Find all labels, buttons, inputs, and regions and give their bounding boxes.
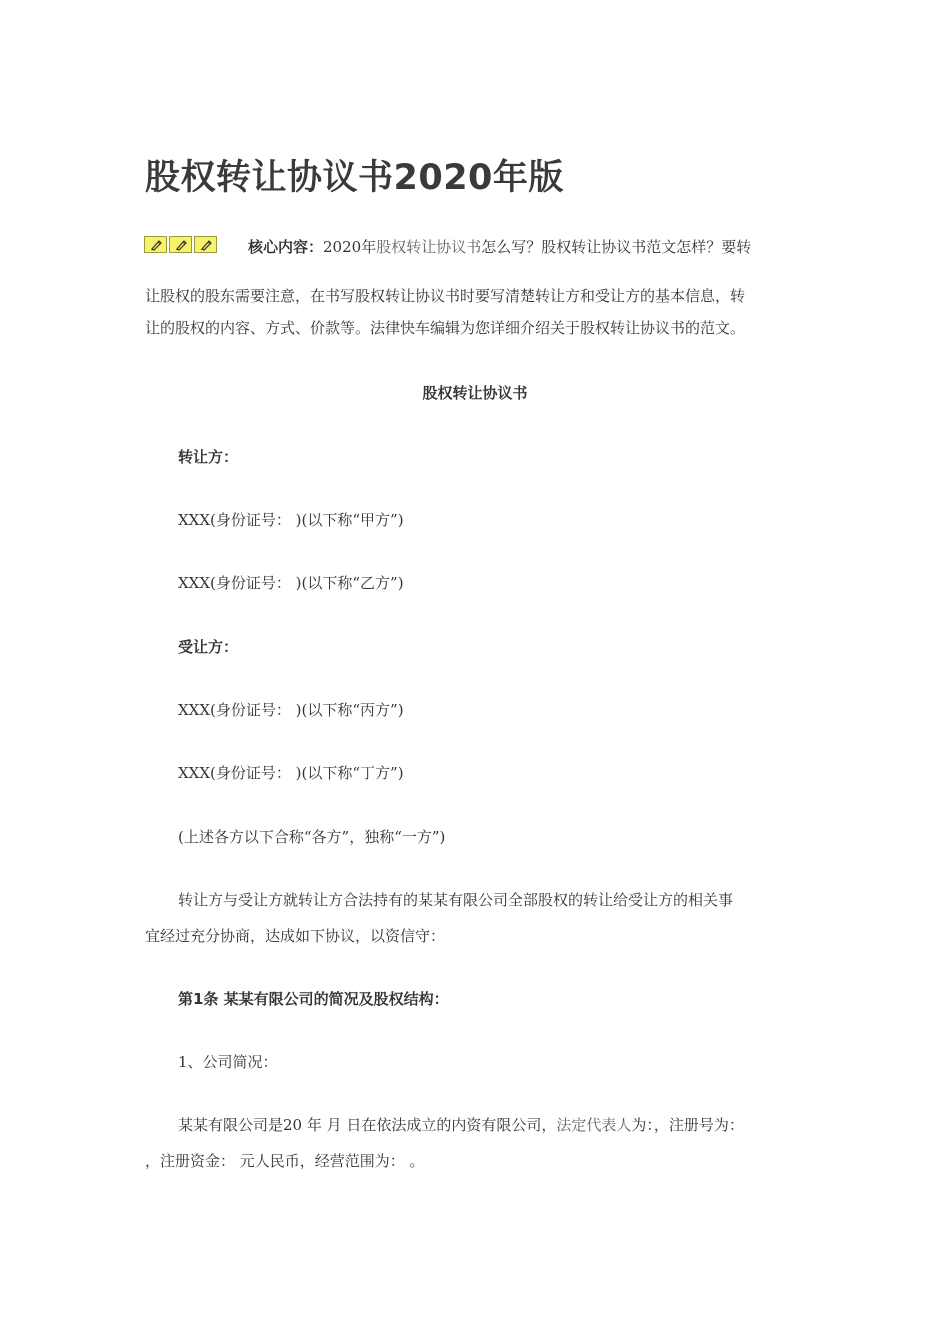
collective-note: (上述各方以下合称“各方”，独称“一方”) (178, 828, 446, 846)
edit-pen-icon (194, 236, 217, 253)
legal-rep-link[interactable]: 法定代表人 (556, 1116, 632, 1134)
transferee-label: 受让方： (178, 638, 239, 656)
company-line-1 (178, 1115, 744, 1135)
summary-mid: 怎么写？股权转让协议书范文怎样？要转 (481, 238, 752, 256)
summary-prefix: 2020年 (323, 238, 377, 256)
edit-pen-icon (144, 236, 167, 253)
summary-line-3: 让的股权的内容、方式、价款等。法律快车编辑为您详细介绍关于股权转让协议书的范文。 (145, 319, 746, 337)
party-b: XXX(身份证号： )(以下称“乙方”) (178, 574, 404, 592)
transferor-label: 转让方： (178, 448, 239, 466)
edit-pen-icon (169, 236, 192, 253)
party-d: XXX(身份证号： )(以下称“丁方”) (178, 764, 404, 782)
company-part-2: 为：，注册号为： (631, 1116, 744, 1134)
summary-line-2: 让股权的股东需要注意，在书写股权转让协议书时要写清楚转让方和受让方的基本信息，转 (145, 287, 746, 305)
summary-line-1 (248, 237, 751, 257)
company-part-1: 某某有限公司是20 年 月 日在依法成立的内资有限公司， (178, 1116, 557, 1134)
agreement-heading: 股权转让协议书 (422, 384, 528, 402)
intro-line-1: 转让方与受让方就转让方合法持有的某某有限公司全部股权的转让给受让方的相关事 (178, 891, 734, 909)
document-title: 股权转让协议书2020年版 (145, 158, 564, 198)
intro-line-2: 宜经过充分协商，达成如下协议，以资信守： (145, 927, 446, 945)
party-a: XXX(身份证号： )(以下称“甲方”) (178, 511, 404, 529)
party-c: XXX(身份证号： )(以下称“丙方”) (178, 701, 404, 719)
item-1: 1、公司简况： (178, 1053, 278, 1071)
summary-label: 核心内容： (248, 238, 324, 256)
icon-strip (144, 236, 217, 253)
summary-link[interactable]: 股权转让协议书 (376, 238, 482, 256)
company-line-2: ，注册资金： 元人民币，经营范围为： 。 (145, 1152, 425, 1170)
article-1-title: 第1条 某某有限公司的简况及股权结构： (178, 990, 449, 1008)
